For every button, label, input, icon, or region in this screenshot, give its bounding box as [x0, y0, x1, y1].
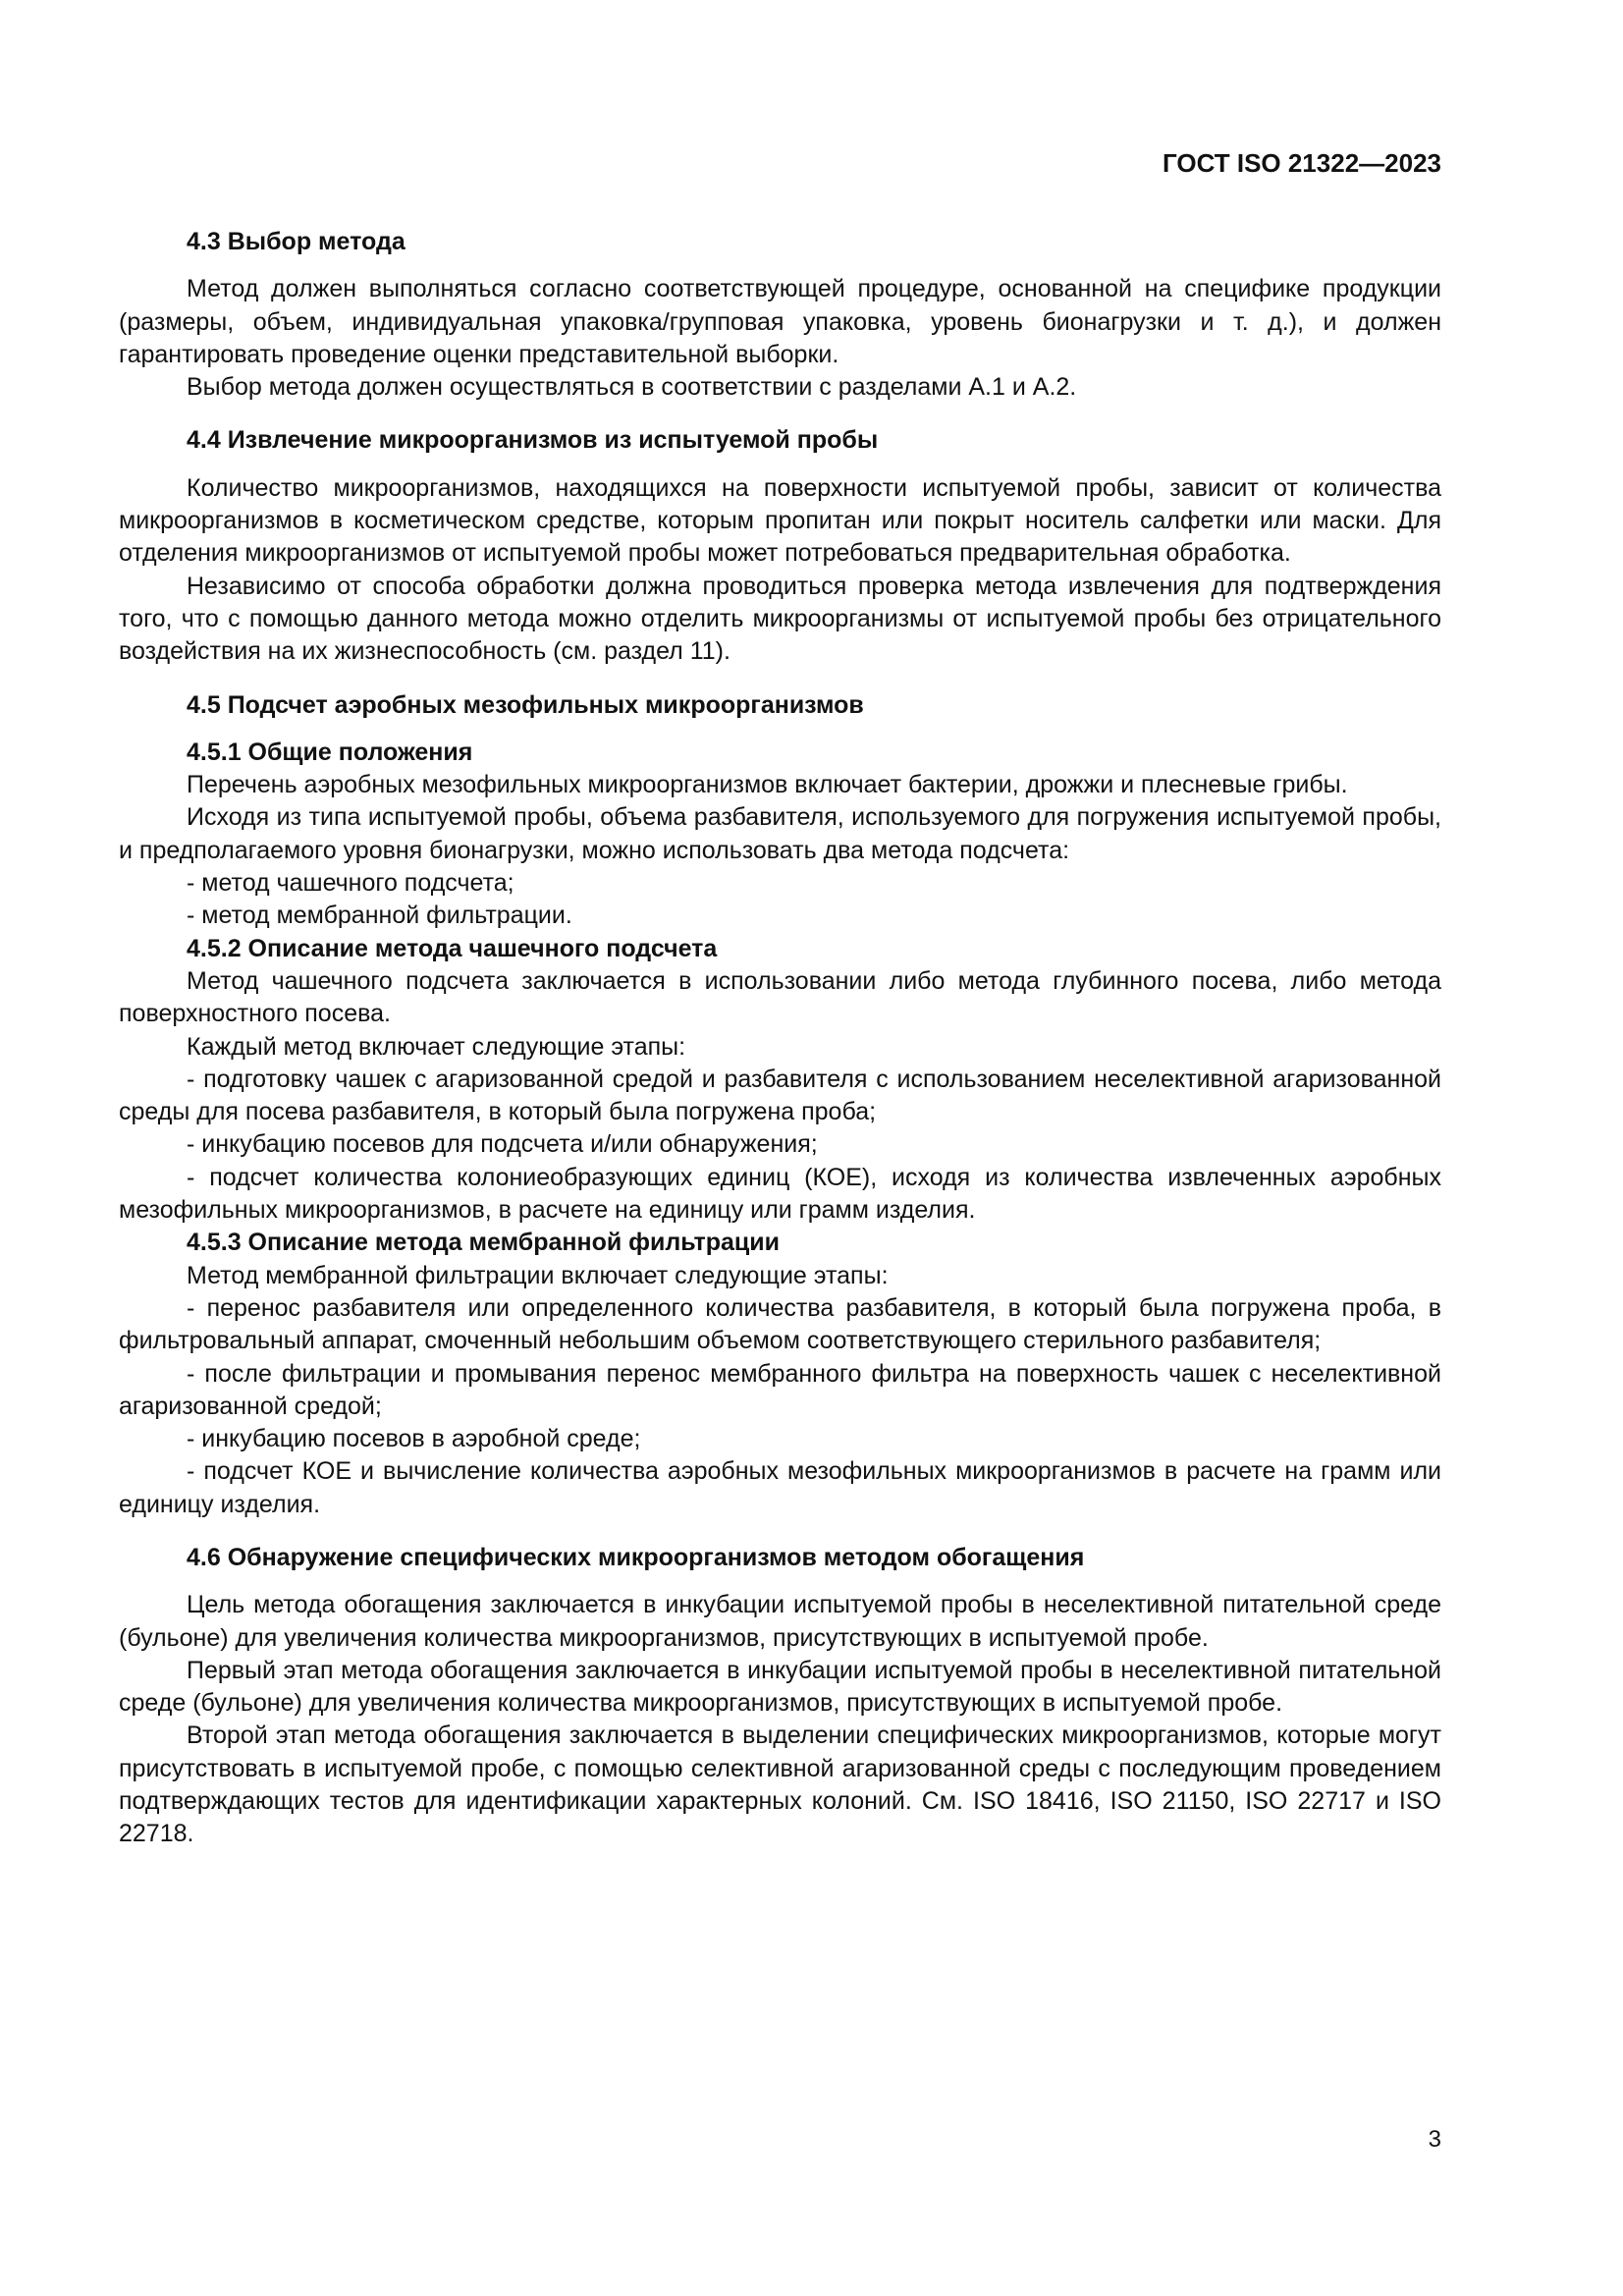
list-item: - после фильтрации и промывания перенос мембранного фильтра на поверхность чашек с неселективной агаризованной средой;	[119, 1359, 1441, 1420]
page-number: 3	[1428, 2126, 1441, 2153]
list-item: - метод мембранной фильтрации.	[187, 902, 572, 930]
list-item: - подсчет КОЕ и вычисление количества аэробных мезофильных микроорганизмов в расчете на грамм или единицу изделия.	[119, 1457, 1441, 1518]
list-item: - перенос разбавителя или определенного количества разбавителя, в который была погружена проба, в фильтровальный аппарат, смоченный небольшим объемом соответствующего стерильного разбавителя;	[119, 1293, 1441, 1355]
paragraph: Независимо от способа обработки должна проводиться проверка метода извлечения для подтверждения того, что с помощью данного метода можно отделить микроорганизмы от испытуемой пробы без отрицательного воздействия на их жизнеспособность (см. раздел 11).	[119, 572, 1441, 666]
paragraph: Второй этап метода обогащения заключается в выделении специфических микроорганизмов, которые могут присутствовать в испытуемой пробе, с помощью селективной агаризованной среды с последующим проведением подтверждающих тестов для идентификации характерных колоний. См. ISO 18416, ISO 21150, ISO 22717 и ISO 22718.	[119, 1722, 1441, 1848]
paragraph: Метод чашечного подсчета заключается в использовании либо метода глубинного посева, либо метода поверхностного посева.	[119, 966, 1441, 1028]
paragraph: Исходя из типа испытуемой пробы, объема разбавителя, используемого для погружения испытуемой пробы, и предполагаемого уровня бионагрузки, можно использовать два метода подсчета:	[119, 803, 1441, 864]
list-item: - подготовку чашек с агаризованной средой и разбавителя с использованием неселективной агаризованной среды для посева разбавителя, в который была погружена проба;	[119, 1065, 1441, 1126]
paragraph: Перечень аэробных мезофильных микроорганизмов включает бактерии, дрожжи и плесневые грибы.	[187, 771, 1348, 799]
subsection-heading-4-5-3: 4.5.3 Описание метода мембранной фильтрации	[187, 1229, 780, 1257]
paragraph: Цель метода обогащения заключается в инкубации испытуемой пробы в неселективной питательной среде (бульоне) для увеличения количества микроорганизмов, присутствующих в испытуемой пробе.	[119, 1591, 1441, 1652]
document-body	[119, 226, 1441, 1851]
section-heading-4-5: 4.5 Подсчет аэробных мезофильных микроорганизмов	[187, 690, 864, 719]
paragraph: Первый этап метода обогащения заключается в инкубации испытуемой пробы в неселективной питательной среде (бульоне) для увеличения количества микроорганизмов, присутствующих в испытуемой пробе.	[119, 1656, 1441, 1718]
section-heading-4-3: 4.3 Выбор метода	[187, 228, 406, 255]
paragraph: Метод должен выполняться согласно соответствующей процедуре, основанной на специфике продукции (размеры, объем, индивидуальная упаковка/групповая упаковка, уровень бионагрузки и т. д.), и должен гарантировать проведение оценки представительной выборки.	[119, 275, 1441, 368]
subsection-heading-4-5-2: 4.5.2 Описание метода чашечного подсчета	[187, 934, 718, 962]
section-heading-4-4: 4.4 Извлечение микроорганизмов из испытуемой пробы	[187, 426, 879, 455]
section-heading-4-6: 4.6 Обнаружение специфических микроорганизмов методом обогащения	[187, 1543, 1085, 1571]
subsection-heading-4-5-1: 4.5.1 Общие положения	[187, 738, 473, 766]
paragraph: Метод мембранной фильтрации включает следующие этапы:	[187, 1261, 889, 1289]
list-item: - метод чашечного подсчета;	[187, 869, 514, 898]
paragraph: Количество микроорганизмов, находящихся на поверхности испытуемой пробы, зависит от количества микроорганизмов в косметическом средстве, которым пропитан или покрыт носитель салфетки или маски. Для отделения микроорганизмов от испытуемой пробы может потребоваться предварительная обработка.	[119, 473, 1441, 568]
document-code-header: ГОСТ ISO 21322—2023	[1162, 148, 1441, 178]
paragraph: Каждый метод включает следующие этапы:	[187, 1032, 686, 1061]
list-item: - инкубацию посевов для подсчета и/или обнаружения;	[187, 1130, 818, 1159]
list-item: - подсчет количества колониеобразующих единиц (КОЕ), исходя из количества извлеченных аэробных мезофильных микроорганизмов, в расчете на единицу или грамм изделия.	[119, 1163, 1441, 1225]
paragraph: Выбор метода должен осуществляться в соответствии с разделами А.1 и А.2.	[187, 373, 1077, 402]
list-item: - инкубацию посевов в аэробной среде;	[187, 1425, 641, 1453]
